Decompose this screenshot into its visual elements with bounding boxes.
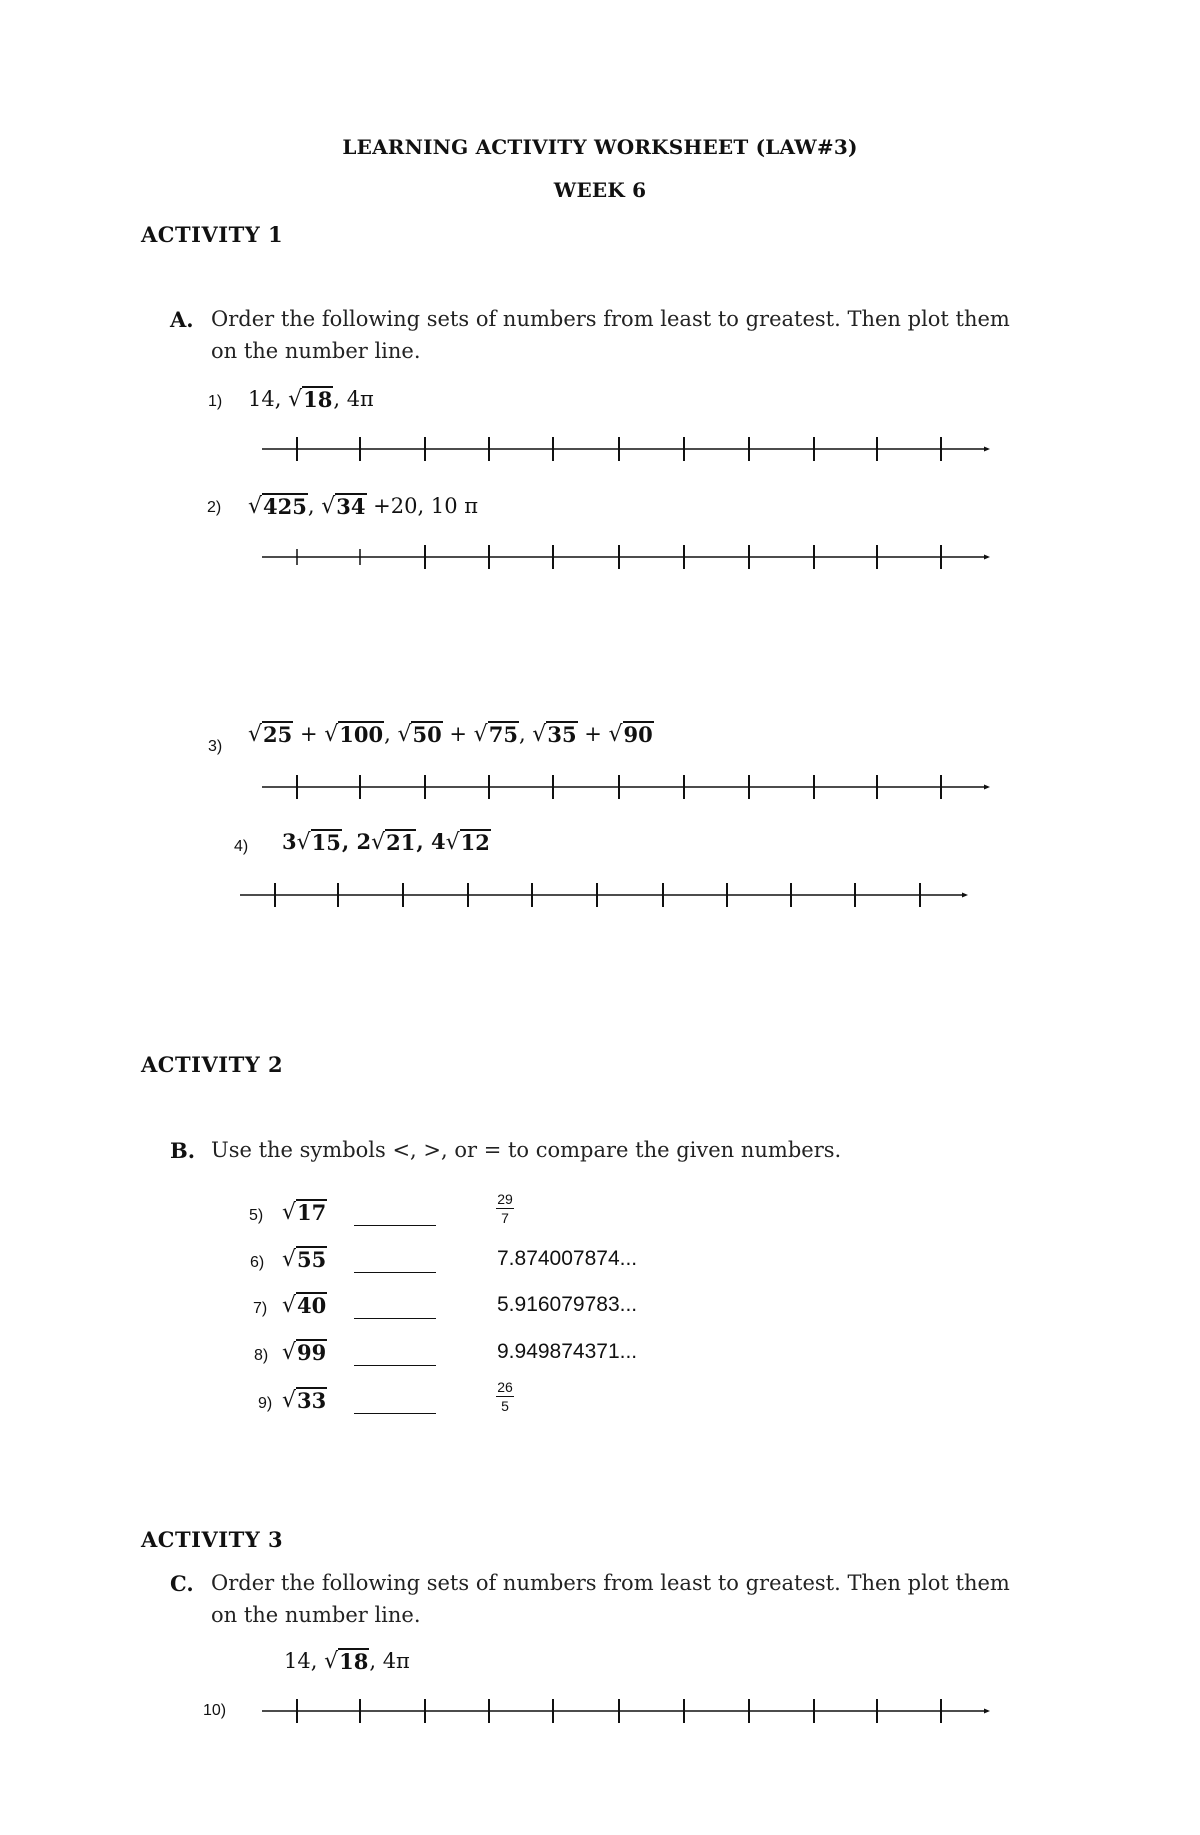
radicand: 55 (297, 1247, 327, 1272)
radical-sign-icon: √ (324, 722, 339, 748)
activity-3-instruction-line1: Order the following sets of numbers from least to greatest. Then plot them (211, 1571, 1010, 1595)
activity-1-instruction-line1: Order the following sets of numbers from least to greatest. Then plot them (211, 307, 1010, 331)
expression-text: 14, (248, 387, 289, 412)
radicand: 21 (386, 830, 416, 855)
fraction-denominator: 7 (501, 1210, 509, 1226)
radical-sign-icon: √ (397, 722, 412, 748)
radicand: 425 (263, 494, 307, 519)
activity-3-letter: C. (170, 1571, 194, 1596)
activity-2-heading: ACTIVITY 2 (141, 1052, 284, 1077)
radical-sign-icon: √ (296, 830, 311, 856)
radicand: 18 (339, 1649, 369, 1674)
fraction-numerator: 26 (497, 1379, 513, 1395)
radicand: 90 (623, 722, 653, 747)
radical-sign-icon: √ (445, 830, 460, 856)
activity-1-instruction-line2: on the number line. (211, 339, 421, 363)
radical-sign-icon: √ (324, 1649, 339, 1675)
radical-sign-icon: √ (282, 1247, 297, 1273)
expression-text: + (293, 722, 325, 747)
expression-text: , (307, 494, 322, 519)
expression-text: 3 (282, 829, 297, 855)
comparison-item-number: 7) (253, 1300, 268, 1317)
item-10-number: 10) (203, 1702, 227, 1719)
comparison-decimal-value: 5.916079783... (497, 1293, 638, 1316)
radicand: 18 (303, 387, 333, 412)
expression-text: + (577, 722, 609, 747)
radical-sign-icon: √ (288, 387, 303, 413)
activity-1-heading: ACTIVITY 1 (141, 222, 284, 247)
fraction-denominator: 5 (501, 1398, 509, 1414)
expression-text: , 2 (341, 829, 372, 855)
radical-sign-icon: √ (282, 1340, 297, 1366)
radical-sign-icon: √ (608, 722, 623, 748)
radicand: 17 (297, 1200, 327, 1225)
fraction-numerator: 29 (497, 1191, 513, 1207)
radicand: 34 (336, 494, 366, 519)
radical-sign-icon: √ (321, 494, 336, 520)
item-3-number: 3) (208, 738, 223, 755)
radicand: 35 (547, 722, 577, 747)
arrow-right-icon (984, 1709, 990, 1714)
radicand: 50 (412, 722, 442, 747)
activity-1-letter: A. (170, 307, 194, 332)
expression-text: + (442, 722, 474, 747)
radicand: 33 (297, 1388, 327, 1413)
item-2-number: 2) (207, 499, 222, 516)
radicand: 40 (297, 1293, 327, 1318)
activity-3-heading: ACTIVITY 3 (141, 1527, 284, 1552)
radicand: 99 (297, 1340, 327, 1365)
item-1-number: 1) (208, 393, 223, 410)
radicand: 12 (460, 830, 490, 855)
radicand: 75 (488, 722, 518, 747)
expression-text: 14, (284, 1649, 325, 1674)
radical-sign-icon: √ (473, 722, 488, 748)
radical-sign-icon: √ (282, 1200, 297, 1226)
comparison-item-number: 6) (250, 1254, 265, 1271)
radical-sign-icon: √ (282, 1293, 297, 1319)
comparison-item-number: 9) (258, 1395, 273, 1412)
expression-text: , 4 (416, 829, 446, 855)
radical-sign-icon: √ (532, 722, 547, 748)
activity-2-instruction: Use the symbols <, >, or = to compare the given numbers. (211, 1138, 842, 1162)
activity-3-instruction-line2: on the number line. (211, 1603, 421, 1627)
comparison-item-number: 8) (254, 1347, 269, 1364)
radical-sign-icon: √ (282, 1388, 297, 1414)
activity-2-letter: B. (170, 1138, 196, 1163)
radical-sign-icon: √ (371, 830, 386, 856)
comparison-decimal-value: 9.949874371... (497, 1340, 638, 1363)
radicand: 15 (311, 830, 341, 855)
radicand: 100 (339, 722, 384, 747)
week-label: WEEK 6 (553, 178, 647, 202)
comparison-item-number: 5) (249, 1207, 264, 1224)
radical-sign-icon: √ (248, 494, 263, 520)
expression-text: , (384, 722, 398, 747)
item-4-number: 4) (234, 838, 249, 855)
radicand: 25 (263, 722, 293, 747)
worksheet-title: LEARNING ACTIVITY WORKSHEET (LAW#3) (342, 135, 858, 159)
expression-text: , (518, 722, 533, 747)
expression-text: , 4π (333, 387, 374, 412)
expression-text: , 4π (369, 1649, 410, 1674)
comparison-decimal-value: 7.874007874... (497, 1247, 638, 1270)
radical-sign-icon: √ (248, 722, 263, 748)
expression-text: +20, 10 π (366, 494, 479, 519)
